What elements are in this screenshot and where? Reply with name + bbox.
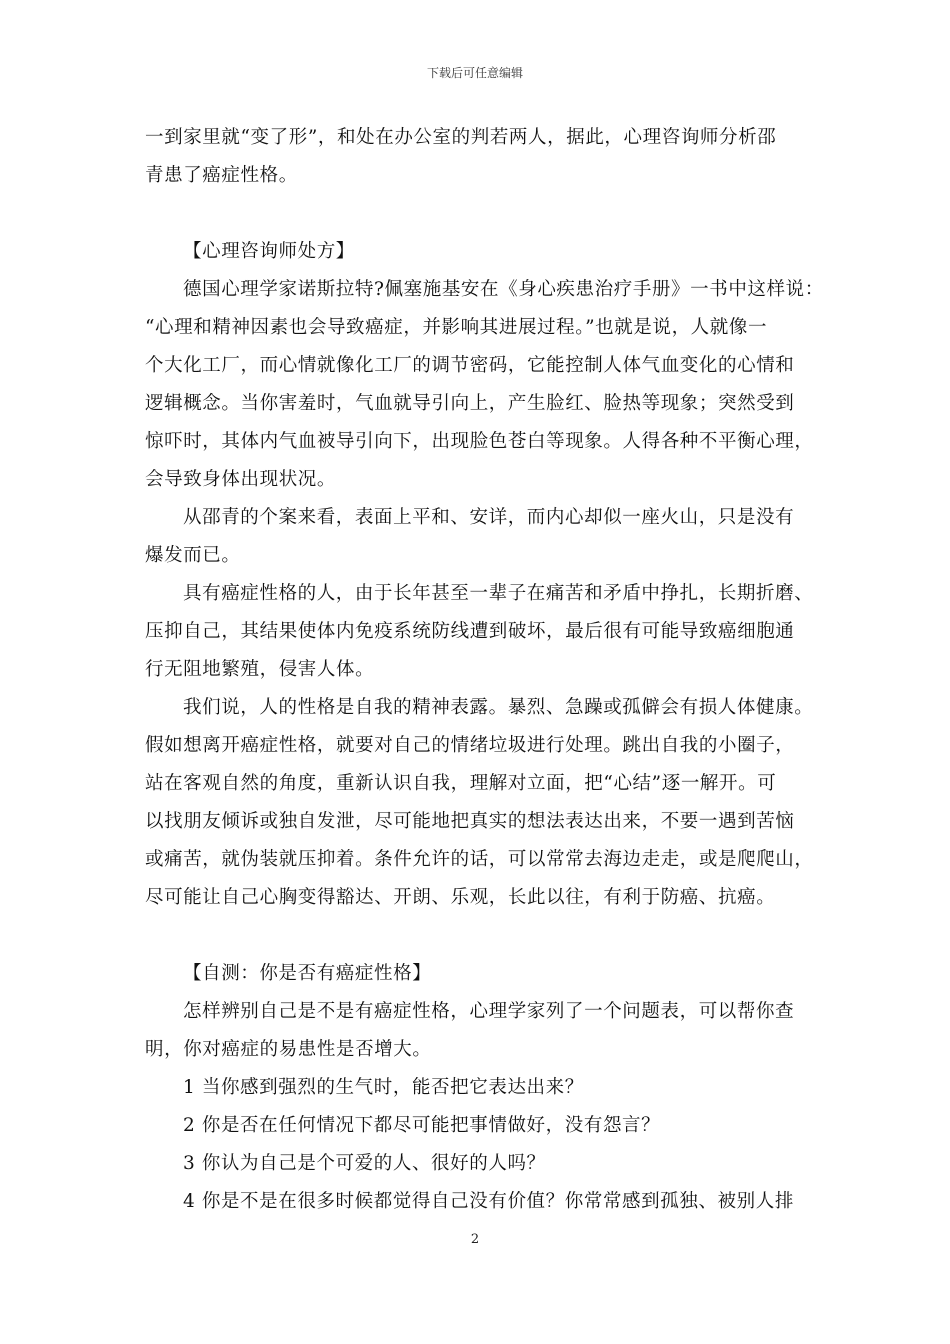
text-line: 以找朋友倾诉或独自发泄，尽可能地把真实的想法表达出来，不要一遇到苦恼 xyxy=(145,811,795,832)
question-item: 3 你认为自己是个可爱的人、很好的人吗？ xyxy=(183,1153,546,1174)
text-line: 具有癌症性格的人，由于长年甚至一辈子在痛苦和矛盾中挣扎，长期折磨、 xyxy=(183,583,814,604)
text-line: 压抑自己，其结果使体内免疫系统防线遭到破坏，最后很有可能导致癌细胞通 xyxy=(145,621,795,642)
text-line: 或痛苦，就伪装就压抑着。条件允许的话，可以常常去海边走走，或是爬爬山， xyxy=(145,849,814,870)
text-line: 逻辑概念。当你害羞时，气血就导引向上，产生脸红、脸热等现象；突然受到 xyxy=(145,393,795,414)
page-header: 下载后可任意编辑 xyxy=(426,66,523,80)
text-line: 一到家里就“变了形”，和处在办公室的判若两人，据此，心理咨询师分析邵 xyxy=(145,127,777,148)
text-line: 行无阻地繁殖，侵害人体。 xyxy=(145,659,375,680)
text-line: 尽可能让自己心胸变得豁达、开朗、乐观，长此以往，有利于防癌、抗癌。 xyxy=(145,887,776,908)
text-line: 从邵青的个案来看，表面上平和、安详，而内心却似一座火山，只是没有 xyxy=(183,507,795,528)
text-line: 青患了癌症性格。 xyxy=(145,165,298,186)
text-line: 会导致身体出现状况。 xyxy=(145,469,337,490)
text-line: 惊吓时，其体内气血被导引向下，出现脸色苍白等现象。人得各种不平衡心理， xyxy=(145,431,814,452)
question-item: 4 你是不是在很多时候都觉得自己没有价值？你常常感到孤独、被别人排 xyxy=(183,1191,794,1212)
question-item: 1 当你感到强烈的生气时，能否把它表达出来？ xyxy=(183,1077,584,1098)
text-line: 德国心理学家诺斯拉特?佩塞施基安在《身心疾患治疗手册》一书中这样说： xyxy=(183,279,824,300)
text-line: 怎样辨别自己是不是有癌症性格，心理学家列了一个问题表，可以帮你查 xyxy=(183,1001,795,1022)
question-item: 2 你是否在任何情况下都尽可能把事情做好，没有怨言？ xyxy=(183,1115,661,1136)
text-line: 站在客观自然的角度，重新认识自我，理解对立面，把“心结”逐一解开。可 xyxy=(145,773,777,794)
text-line: 明，你对癌症的易患性是否增大。 xyxy=(145,1039,432,1060)
text-line: 假如想离开癌症性格，就要对自己的情绪垃圾进行处理。跳出自我的小圈子， xyxy=(145,735,795,756)
page-number: 2 xyxy=(470,1232,480,1247)
text-line: 个大化工厂，而心情就像化工厂的调节密码，它能控制人体气血变化的心情和 xyxy=(145,355,795,376)
section-heading: 【心理咨询师处方】 xyxy=(183,241,355,262)
section-heading: 【自测：你是否有癌症性格】 xyxy=(183,963,432,984)
text-line: 爆发而已。 xyxy=(145,545,241,566)
text-line: 我们说，人的性格是自我的精神表露。暴烈、急躁或孤僻会有损人体健康。 xyxy=(183,697,814,718)
text-line: “心理和精神因素也会导致癌症，并影响其进展过程。”也就是说，人就像一 xyxy=(145,317,768,338)
